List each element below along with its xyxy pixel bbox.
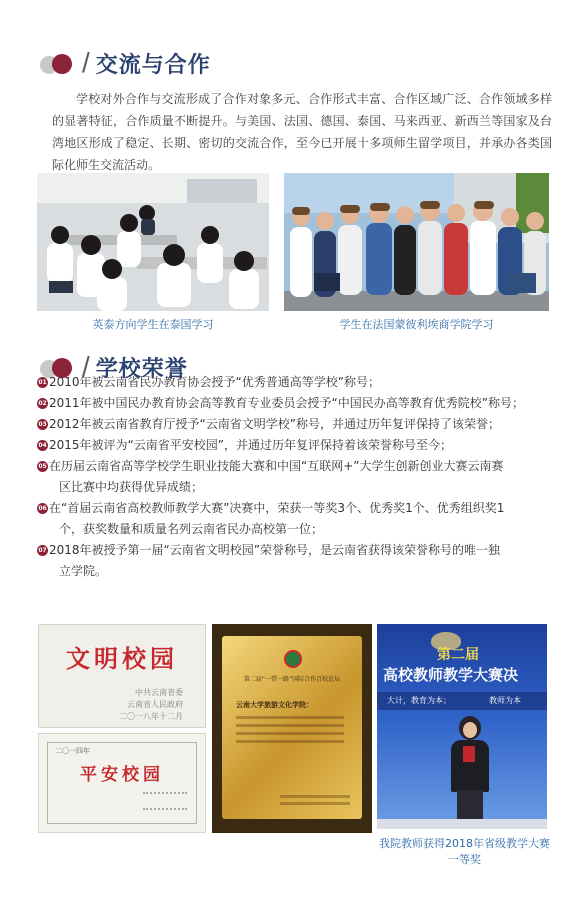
plaque-year: 二〇一四年 <box>55 747 90 755</box>
award-gold-frame <box>222 636 362 819</box>
slogan-left: 大计，教育为本； <box>387 696 451 705</box>
honor-text-continued: 个，获奖数量和质量名列云南省民办高校第一位； <box>59 522 324 536</box>
section-header-exchange <box>40 48 211 78</box>
photo-caption-thailand: 英泰方向学生在泰国学习 <box>92 318 214 331</box>
honor-number-badge: 01 <box>38 379 47 386</box>
stage-floor <box>377 819 547 829</box>
honor-item <box>37 540 557 582</box>
teacher-legs-icon <box>457 790 483 820</box>
teacher-face-icon <box>463 722 477 738</box>
honor-text: 在历届云南省高等学校学生职业技能大赛和中国“互联网+”大学生创新创业大赛云南赛 <box>49 459 504 473</box>
award-signature-icon <box>280 795 350 809</box>
honor-text-continued: 立学院。 <box>59 564 108 578</box>
slogan-right: 教师为本 <box>489 696 521 705</box>
plaque-title: 文明校园 <box>66 644 178 673</box>
honor-item <box>37 393 557 414</box>
photo-caption-teacher-award: 我院教师获得2018年省级教学大赛一等奖 <box>379 837 550 866</box>
photo-thailand-classroom <box>37 173 269 311</box>
stage-banner-line2: 高校教师教学大赛决 <box>383 666 519 684</box>
exchange-intro-paragraph: 学校对外合作与交流形成了合作对象多元、合作形式丰富、合作区域广泛、合作领域多样的显著特征，合作质量不断提升。与美国、法国、德国、泰国、马来西亚、新西兰等国家及台湾地区形成了稳定、长期、密切的交流合作，至今已开展十多项师生留学项目，并承办各类国际化师生交流活动。 <box>52 92 552 172</box>
award-plaque-belt-road <box>212 624 372 833</box>
photo-france-group <box>284 173 549 311</box>
honor-item <box>37 498 557 540</box>
plaque-date: 二〇一八年十二月 <box>119 712 183 721</box>
honor-item <box>37 372 557 393</box>
honor-text: 2010年被云南省民办教育协会授予“优秀普通高等学校”称号； <box>49 375 380 389</box>
honor-text: 2012年被云南省教育厅授予“云南省文明学校”称号，并通过历年复评保持了该荣誉； <box>49 417 500 431</box>
honor-text-continued: 区比赛中均获得优异成绩； <box>59 480 204 494</box>
honor-text: 2018年被授予第一届“云南省文明校园”荣誉称号，是云南省获得该荣誉称号的唯一独 <box>49 543 500 557</box>
honor-text: 2011年被中国民办教育协会高等教育专业委员会授予“中国民办高等教育优秀院校”称号； <box>49 396 524 410</box>
slash-divider-icon: / <box>82 47 90 78</box>
honor-number-badge: 07 <box>38 547 47 554</box>
honor-number-badge: 05 <box>38 463 47 470</box>
honor-text: 在“首届云南省高校教师教学大赛”决赛中，荣获一等奖3个、优秀奖1个、优秀组织奖1 <box>49 501 505 515</box>
plaque-fineprint-icon <box>143 792 187 810</box>
photo-teaching-contest-stage <box>377 624 547 829</box>
honor-item <box>37 414 557 435</box>
stage-banner-line1: 第二届 <box>437 647 479 663</box>
slash-divider-icon: / <box>82 351 90 382</box>
honor-number-badge: 02 <box>38 400 47 407</box>
plaque-issuer-2: 云南省人民政府 <box>127 700 183 709</box>
group-scene-icon <box>284 173 549 311</box>
award-body-text-icon <box>236 716 344 748</box>
honor-item <box>37 435 557 456</box>
certificate-icon <box>463 746 475 762</box>
award-heading: 第二届“一带一路”国际合作百校论坛 <box>243 676 341 683</box>
honor-number-badge: 03 <box>38 421 47 428</box>
plaque-issuer-1: 中共云南省委 <box>135 688 183 697</box>
section-title-honors: 学校荣誉 <box>95 356 188 382</box>
forum-logo-icon <box>284 650 302 668</box>
honor-text: 2015年被评为“云南省平安校园”，并通过历年复评保持着该荣誉称号至今； <box>49 438 452 452</box>
honor-number-badge: 06 <box>38 505 47 512</box>
award-recipient: 云南大学旅游文化学院： <box>236 701 313 709</box>
honor-number-badge: 04 <box>38 442 47 449</box>
classroom-scene-icon <box>37 173 269 311</box>
honors-list <box>37 372 557 582</box>
plaque-civilized-campus <box>38 624 206 728</box>
plaque-title: 平安校园 <box>80 765 164 785</box>
plaque-safe-campus <box>38 733 206 833</box>
photo-caption-france: 学生在法国蒙彼利埃商学院学习 <box>339 318 494 331</box>
section-title-exchange: 交流与合作 <box>95 52 211 78</box>
honor-item <box>37 456 557 498</box>
decorative-dots-icon <box>40 52 82 74</box>
